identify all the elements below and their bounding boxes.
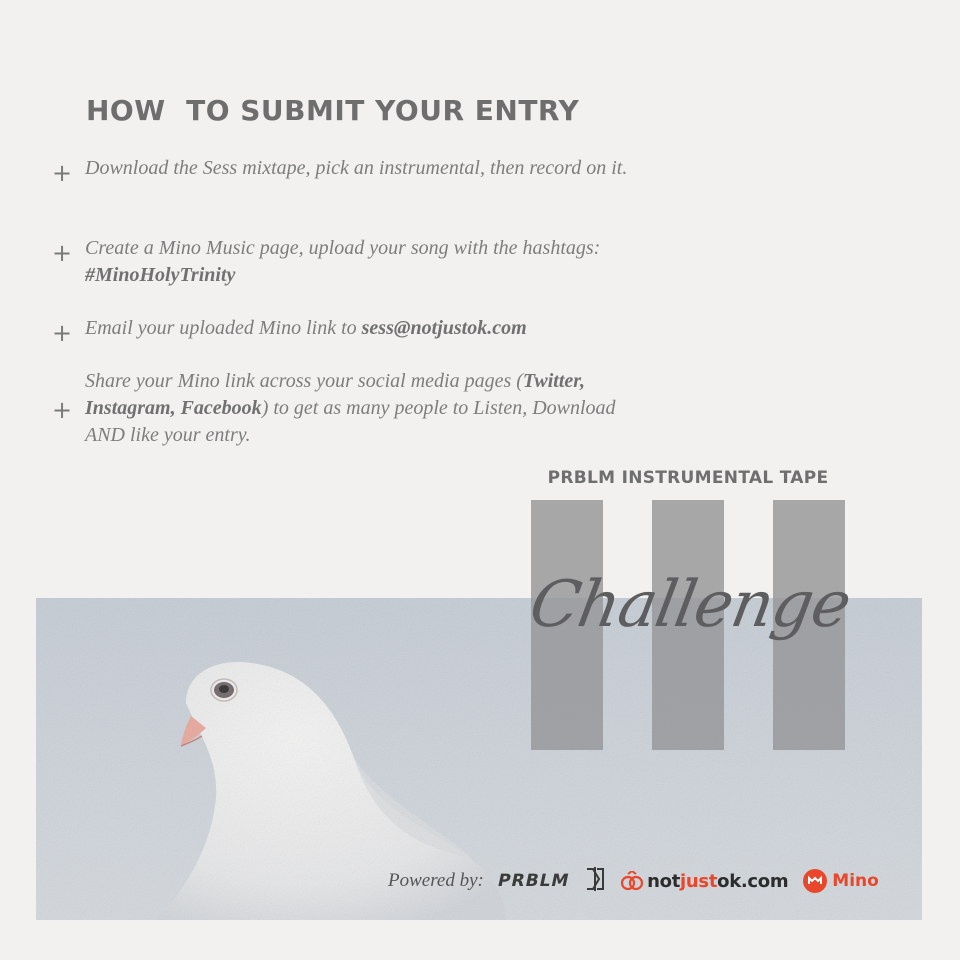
mino-icon bbox=[802, 868, 828, 894]
nj-part-3: ok.com bbox=[717, 870, 789, 892]
mino-logo bbox=[802, 868, 879, 894]
sess-logo-icon bbox=[583, 866, 607, 897]
challenge-script bbox=[520, 528, 860, 718]
step-item bbox=[50, 368, 650, 449]
step-text: Email your uploaded Mino link to sess@notjustok.com bbox=[85, 317, 527, 339]
plus-icon: + bbox=[51, 239, 73, 267]
plus-icon: + bbox=[51, 159, 73, 187]
challenge-word: Challenge bbox=[524, 568, 856, 642]
plus-icon: + bbox=[51, 396, 73, 424]
step-text: Share your Mino link across your social media pages (Twitter, Instagram, Facebook) to get as many people to Listen, Download AND like your entry. bbox=[85, 370, 616, 446]
tape-title: PRBLM INSTRUMENTAL TAPE bbox=[547, 468, 829, 488]
powered-by-label: Powered by: bbox=[388, 870, 484, 891]
plus-icon: + bbox=[51, 319, 73, 347]
mino-label: Mino bbox=[832, 871, 879, 891]
sponsor-strip bbox=[388, 866, 879, 896]
notjustok-logo bbox=[621, 871, 788, 892]
step-text: Download the Sess mixtape, pick an instrumental, then record on it. bbox=[85, 157, 628, 179]
nj-part-1: not bbox=[647, 870, 681, 892]
step-item bbox=[50, 235, 650, 289]
notjustok-icon bbox=[621, 871, 643, 891]
page-title: HOW TO SUBMIT YOUR ENTRY bbox=[86, 94, 580, 127]
step-item bbox=[50, 315, 650, 347]
step-text: Create a Mino Music page, upload your song with the hashtags: #MinoHolyTrinity bbox=[85, 237, 601, 286]
prblm-logo: PRBLM bbox=[495, 871, 572, 891]
nj-part-2: just bbox=[680, 870, 718, 892]
step-item bbox=[50, 155, 650, 187]
